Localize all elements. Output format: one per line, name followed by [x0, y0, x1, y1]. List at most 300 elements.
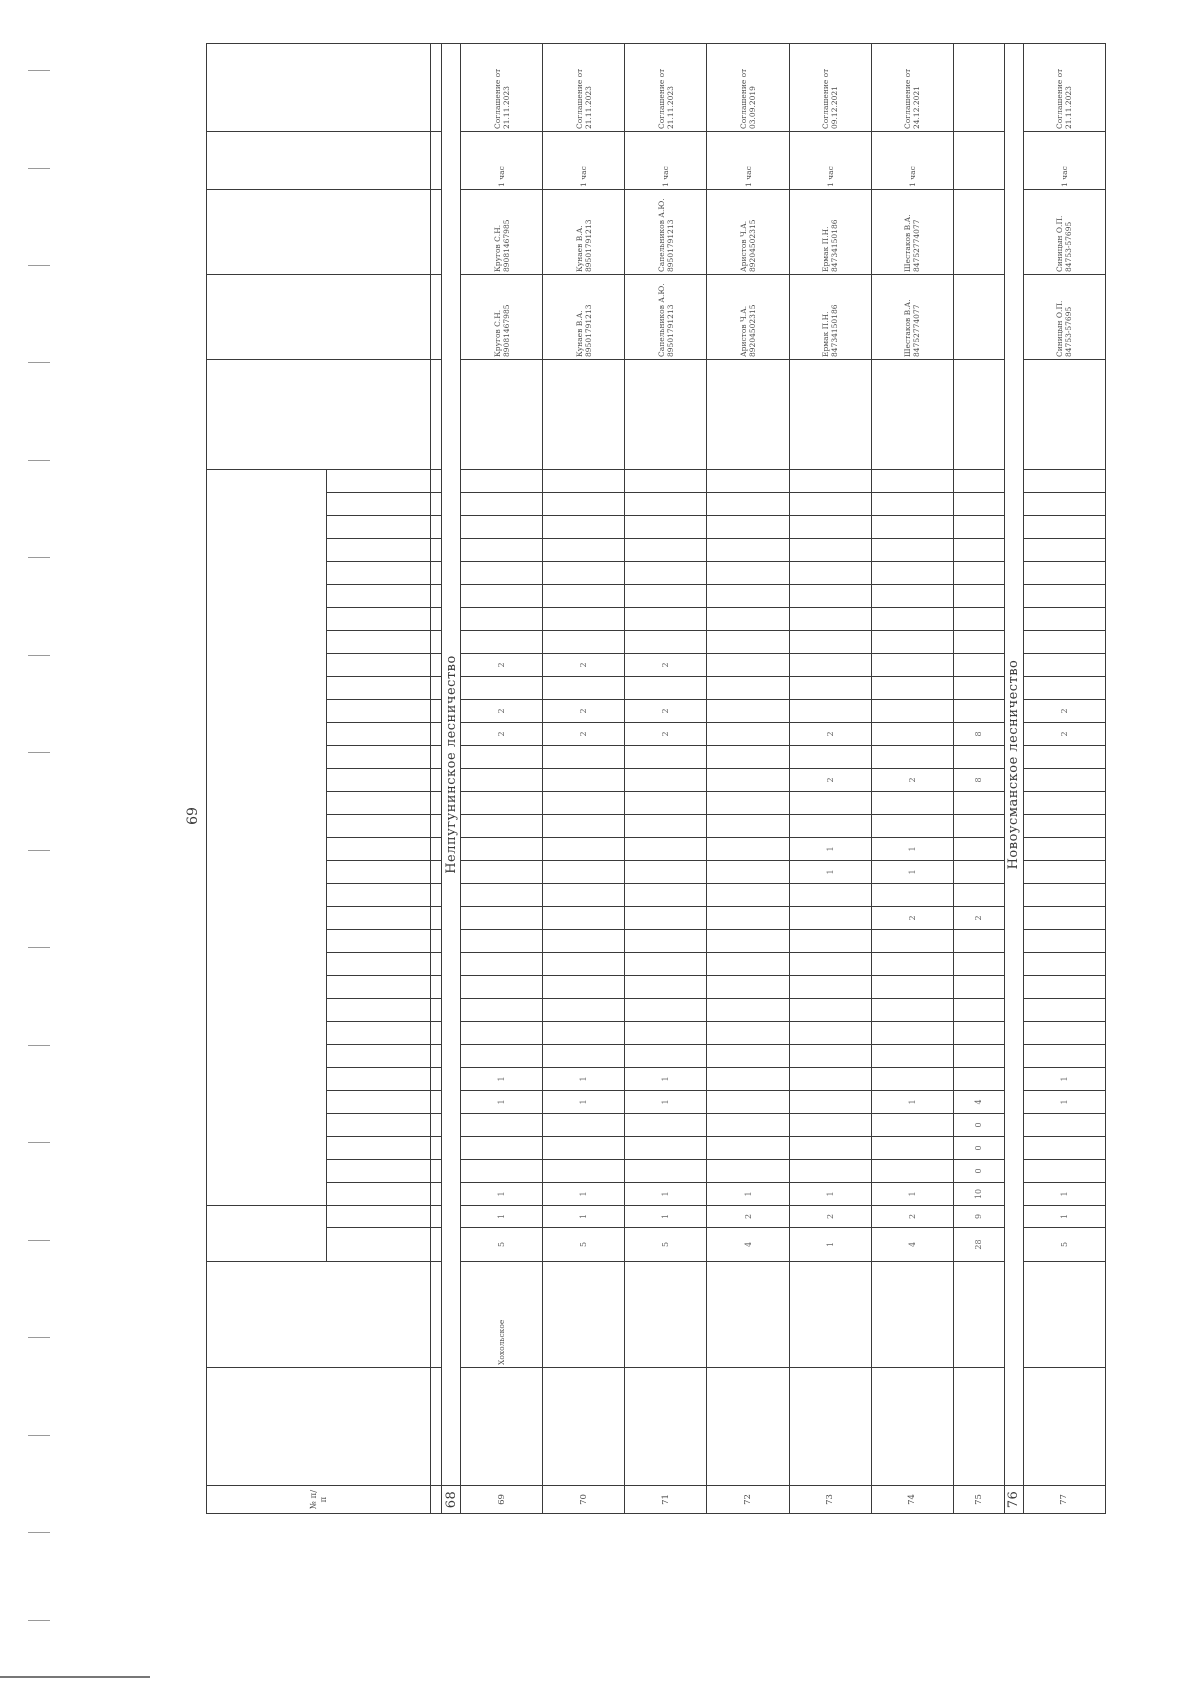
- equipment-value-cell: [543, 1160, 625, 1183]
- equipment-value-cell: 0: [953, 1114, 1004, 1137]
- equipment-value-cell: [953, 884, 1004, 907]
- page-number: 69: [184, 807, 201, 825]
- equipment-value-cell: [707, 493, 789, 516]
- basis-cell: Соглашение от 21.11.2023: [1023, 44, 1105, 132]
- index-cell: [431, 1091, 442, 1114]
- qty-units-cell: 1: [461, 1206, 543, 1228]
- location-cell: [789, 360, 871, 470]
- equipment-value-cell: [625, 1022, 707, 1045]
- equipment-value-cell: [625, 1114, 707, 1137]
- equipment-value-cell: 1: [707, 1183, 789, 1206]
- equipment-value-cell: [707, 608, 789, 631]
- equipment-value-cell: [871, 493, 953, 516]
- equipment-value-cell: [953, 677, 1004, 700]
- equipment-value-cell: [1023, 562, 1105, 585]
- row-number: 72: [707, 1486, 789, 1514]
- equipment-value-cell: [789, 1091, 871, 1114]
- equipment-column-header: [327, 470, 431, 493]
- equipment-value-cell: [461, 1045, 543, 1068]
- equipment-value-cell: [953, 516, 1004, 539]
- qty-people-cell: 28: [953, 1228, 1004, 1262]
- responsible-contact-cell: Аристов Ч.А. 89204502315: [707, 190, 789, 275]
- equipment-value-cell: [625, 677, 707, 700]
- equipment-value-cell: [461, 1114, 543, 1137]
- index-cell: [431, 1160, 442, 1183]
- equipment-value-cell: [461, 838, 543, 861]
- equipment-value-cell: 1: [871, 838, 953, 861]
- equipment-column-header: [327, 769, 431, 792]
- equipment-value-cell: [789, 884, 871, 907]
- equipment-column-header: [327, 815, 431, 838]
- zone-cell: [953, 1262, 1004, 1368]
- equipment-column-header: [327, 953, 431, 976]
- equipment-value-cell: [461, 562, 543, 585]
- equipment-value-cell: 1: [1023, 1183, 1105, 1206]
- qty-people-cell: 5: [625, 1228, 707, 1262]
- qty-people-cell: 4: [871, 1228, 953, 1262]
- equipment-value-cell: [461, 585, 543, 608]
- equipment-value-cell: [789, 976, 871, 999]
- margin-mark: [28, 947, 50, 948]
- head-contact-cell: Кругов С.Н. 89081467985: [461, 275, 543, 360]
- rotated-table-container: [206, 44, 1106, 1514]
- equipment-value-cell: [953, 493, 1004, 516]
- header-place: [207, 360, 431, 470]
- equipment-value-cell: [1023, 1045, 1105, 1068]
- row-number: 71: [625, 1486, 707, 1514]
- equipment-value-cell: [953, 999, 1004, 1022]
- index-cell: [431, 631, 442, 654]
- index-cell: [431, 1262, 442, 1368]
- equipment-value-cell: [625, 516, 707, 539]
- responsible-contact-cell: Кругов С.Н. 89081467985: [461, 190, 543, 275]
- equipment-value-cell: [543, 884, 625, 907]
- row-number: 69: [461, 1486, 543, 1514]
- equipment-value-cell: [789, 792, 871, 815]
- equipment-value-cell: [625, 769, 707, 792]
- index-cell: [431, 44, 442, 132]
- equipment-value-cell: [543, 861, 625, 884]
- equipment-value-cell: [1023, 861, 1105, 884]
- term-cell: 1 час: [461, 132, 543, 190]
- row-number: 75: [953, 1486, 1004, 1514]
- equipment-value-cell: 2: [789, 769, 871, 792]
- equipment-value-cell: [625, 792, 707, 815]
- index-cell: [431, 516, 442, 539]
- location-cell: [543, 360, 625, 470]
- equipment-value-cell: [707, 746, 789, 769]
- equipment-value-cell: [789, 930, 871, 953]
- equipment-value-cell: [625, 562, 707, 585]
- index-cell: [431, 723, 442, 746]
- equipment-value-cell: [707, 654, 789, 677]
- margin-mark: [28, 1620, 50, 1621]
- equipment-value-cell: [1023, 1114, 1105, 1137]
- equipment-value-cell: [625, 838, 707, 861]
- equipment-value-cell: [461, 884, 543, 907]
- equipment-column-header: [327, 516, 431, 539]
- equipment-value-cell: [461, 539, 543, 562]
- equipment-value-cell: 1: [543, 1091, 625, 1114]
- equipment-value-cell: [1023, 539, 1105, 562]
- equipment-value-cell: [871, 470, 953, 493]
- qty-units-cell: 2: [789, 1206, 871, 1228]
- term-cell: 1 час: [625, 132, 707, 190]
- equipment-column-header: [327, 930, 431, 953]
- equipment-value-cell: 1: [543, 1068, 625, 1091]
- equipment-value-cell: [1023, 470, 1105, 493]
- equipment-value-cell: [1023, 1022, 1105, 1045]
- index-cell: [431, 700, 442, 723]
- zone-cell: [1023, 1262, 1105, 1368]
- equipment-value-cell: [871, 700, 953, 723]
- index-cell: [431, 1486, 442, 1514]
- equipment-value-cell: 0: [953, 1137, 1004, 1160]
- index-cell: [431, 539, 442, 562]
- equipment-value-cell: [461, 999, 543, 1022]
- organization-cell: [625, 1368, 707, 1486]
- equipment-value-cell: [543, 493, 625, 516]
- margin-mark: [28, 1337, 50, 1338]
- equipment-value-cell: [625, 907, 707, 930]
- header-basis: [207, 44, 431, 132]
- equipment-value-cell: 1: [789, 838, 871, 861]
- equipment-value-cell: [461, 907, 543, 930]
- index-cell: [431, 792, 442, 815]
- equipment-value-cell: [543, 677, 625, 700]
- equipment-column-header: [327, 700, 431, 723]
- zone-cell: [543, 1262, 625, 1368]
- equipment-value-cell: [953, 1068, 1004, 1091]
- equipment-value-cell: [543, 539, 625, 562]
- basis-cell: Соглашение от 21.11.2023: [543, 44, 625, 132]
- equipment-value-cell: [789, 631, 871, 654]
- equipment-value-cell: 2: [1023, 700, 1105, 723]
- equipment-value-cell: [707, 470, 789, 493]
- equipment-value-cell: [871, 1068, 953, 1091]
- equipment-value-cell: [953, 539, 1004, 562]
- location-cell: [625, 360, 707, 470]
- header-term: [207, 132, 431, 190]
- zone-cell: [871, 1262, 953, 1368]
- margin-mark: [28, 557, 50, 558]
- qty-people-cell: 5: [543, 1228, 625, 1262]
- equipment-value-cell: [789, 700, 871, 723]
- equipment-value-cell: [871, 1160, 953, 1183]
- organization-cell: [707, 1368, 789, 1486]
- equipment-value-cell: [871, 1114, 953, 1137]
- equipment-value-cell: [871, 608, 953, 631]
- equipment-value-cell: [1023, 677, 1105, 700]
- equipment-value-cell: [789, 953, 871, 976]
- equipment-value-cell: 2: [625, 723, 707, 746]
- header-zone: [207, 1262, 431, 1368]
- equipment-value-cell: [789, 1068, 871, 1091]
- organization-cell: [789, 1368, 871, 1486]
- equipment-value-cell: [707, 815, 789, 838]
- equipment-value-cell: [707, 1091, 789, 1114]
- equipment-value-cell: [871, 562, 953, 585]
- equipment-value-cell: [953, 608, 1004, 631]
- header-head: [207, 275, 431, 360]
- equipment-value-cell: [789, 1160, 871, 1183]
- equipment-value-cell: [871, 976, 953, 999]
- equipment-column-header: [327, 1022, 431, 1045]
- basis-cell: Соглашение от 24.12.2021: [871, 44, 953, 132]
- equipment-value-cell: [1023, 769, 1105, 792]
- equipment-value-cell: [461, 930, 543, 953]
- margin-mark: [28, 460, 50, 461]
- equipment-value-cell: [707, 539, 789, 562]
- equipment-value-cell: 1: [461, 1183, 543, 1206]
- equipment-value-cell: [1023, 608, 1105, 631]
- row-number: 73: [789, 1486, 871, 1514]
- organization-cell: [1023, 1368, 1105, 1486]
- equipment-value-cell: [1023, 516, 1105, 539]
- equipment-value-cell: 1: [461, 1068, 543, 1091]
- equipment-column-header: [327, 723, 431, 746]
- equipment-value-cell: [953, 631, 1004, 654]
- equipment-value-cell: [953, 1045, 1004, 1068]
- equipment-value-cell: [543, 999, 625, 1022]
- index-cell: [431, 608, 442, 631]
- equipment-value-cell: [789, 470, 871, 493]
- index-cell: [431, 132, 442, 190]
- equipment-value-cell: [543, 562, 625, 585]
- equipment-value-cell: [1023, 907, 1105, 930]
- equipment-value-cell: [543, 1045, 625, 1068]
- location-cell: [461, 360, 543, 470]
- equipment-value-cell: [1023, 792, 1105, 815]
- organization-cell: [953, 1368, 1004, 1486]
- equipment-value-cell: [625, 493, 707, 516]
- equipment-value-cell: [789, 815, 871, 838]
- header-resp: [207, 190, 431, 275]
- equipment-value-cell: [543, 470, 625, 493]
- equipment-value-cell: [871, 999, 953, 1022]
- equipment-value-cell: [871, 884, 953, 907]
- equipment-value-cell: [871, 539, 953, 562]
- head-contact-cell: Сапельников А.Ю. 89501791213: [625, 275, 707, 360]
- margin-mark: [28, 1142, 50, 1143]
- equipment-value-cell: 2: [1023, 723, 1105, 746]
- qty-people-cell: 5: [461, 1228, 543, 1262]
- equipment-value-cell: [789, 907, 871, 930]
- equipment-value-cell: [789, 654, 871, 677]
- equipment-value-cell: [543, 608, 625, 631]
- equipment-value-cell: 1: [543, 1183, 625, 1206]
- index-cell: [431, 907, 442, 930]
- equipment-column-header: [327, 493, 431, 516]
- equipment-value-cell: [625, 539, 707, 562]
- equipment-value-cell: [953, 953, 1004, 976]
- equipment-value-cell: [707, 861, 789, 884]
- equipment-value-cell: [625, 815, 707, 838]
- equipment-value-cell: [953, 792, 1004, 815]
- equipment-value-cell: [789, 1114, 871, 1137]
- data-table: [206, 43, 1106, 1514]
- margin-mark: [28, 70, 50, 71]
- equipment-value-cell: [707, 930, 789, 953]
- equipment-value-cell: [789, 1045, 871, 1068]
- equipment-value-cell: [707, 677, 789, 700]
- index-cell: [431, 190, 442, 275]
- index-cell: [431, 562, 442, 585]
- margin-mark: [28, 1532, 50, 1533]
- zone-cell: [707, 1262, 789, 1368]
- equipment-column-header: [327, 562, 431, 585]
- equipment-value-cell: [789, 585, 871, 608]
- equipment-value-cell: 1: [789, 861, 871, 884]
- table-row: [953, 44, 1004, 1514]
- equipment-value-cell: 1: [1023, 1091, 1105, 1114]
- qty-units-cell: 1: [1023, 1206, 1105, 1228]
- zone-cell: [789, 1262, 871, 1368]
- equipment-value-cell: [789, 539, 871, 562]
- equipment-column-header: [327, 1045, 431, 1068]
- equipment-value-cell: [953, 700, 1004, 723]
- margin-mark: [28, 850, 50, 851]
- equipment-value-cell: [625, 746, 707, 769]
- index-cell: [431, 838, 442, 861]
- margin-mark: [28, 752, 50, 753]
- equipment-value-cell: [543, 1022, 625, 1045]
- equipment-value-cell: 8: [953, 723, 1004, 746]
- equipment-value-cell: [461, 631, 543, 654]
- head-contact-cell: Синицын О.П. 84753-57695: [1023, 275, 1105, 360]
- location-cell: [953, 360, 1004, 470]
- equipment-value-cell: [871, 677, 953, 700]
- equipment-value-cell: [461, 608, 543, 631]
- equipment-value-cell: [707, 1114, 789, 1137]
- equipment-value-cell: [543, 792, 625, 815]
- qty-people-cell: 1: [789, 1228, 871, 1262]
- equipment-value-cell: [543, 631, 625, 654]
- equipment-value-cell: [707, 585, 789, 608]
- header-qty-people: [327, 1228, 431, 1262]
- equipment-column-header: [327, 1137, 431, 1160]
- equipment-value-cell: [543, 1114, 625, 1137]
- equipment-value-cell: [1023, 884, 1105, 907]
- equipment-value-cell: [1023, 838, 1105, 861]
- equipment-value-cell: [707, 723, 789, 746]
- equipment-value-cell: [461, 746, 543, 769]
- equipment-value-cell: [707, 1137, 789, 1160]
- equipment-column-header: [327, 884, 431, 907]
- equipment-column-header: [327, 999, 431, 1022]
- table-row: [625, 44, 707, 1514]
- equipment-value-cell: [461, 470, 543, 493]
- equipment-value-cell: [871, 585, 953, 608]
- equipment-value-cell: [461, 815, 543, 838]
- responsible-contact-cell: Ермак П.Н. 84734150186: [789, 190, 871, 275]
- equipment-value-cell: [953, 585, 1004, 608]
- index-cell: [431, 677, 442, 700]
- index-row: [431, 44, 442, 1514]
- equipment-value-cell: 2: [871, 769, 953, 792]
- margin-mark: [28, 265, 50, 266]
- equipment-value-cell: [543, 838, 625, 861]
- basis-cell: Соглашение от 21.11.2023: [461, 44, 543, 132]
- equipment-value-cell: [461, 953, 543, 976]
- equipment-value-cell: [707, 907, 789, 930]
- equipment-value-cell: [461, 493, 543, 516]
- zone-cell: [625, 1262, 707, 1368]
- equipment-value-cell: [1023, 815, 1105, 838]
- equipment-value-cell: [707, 1160, 789, 1183]
- equipment-value-cell: [789, 677, 871, 700]
- equipment-value-cell: [707, 953, 789, 976]
- equipment-value-cell: [543, 930, 625, 953]
- equipment-value-cell: [789, 1022, 871, 1045]
- equipment-value-cell: [1023, 585, 1105, 608]
- equipment-value-cell: [543, 907, 625, 930]
- table-row: [1023, 44, 1105, 1514]
- equipment-value-cell: 1: [625, 1091, 707, 1114]
- equipment-value-cell: [1023, 930, 1105, 953]
- equipment-value-cell: [953, 976, 1004, 999]
- row-number: 77: [1023, 1486, 1105, 1514]
- index-cell: [431, 930, 442, 953]
- equipment-value-cell: [543, 746, 625, 769]
- section-title: Новоусманское лесничество: [1004, 44, 1023, 1486]
- equipment-value-cell: [789, 493, 871, 516]
- equipment-value-cell: [871, 516, 953, 539]
- margin-mark: [28, 1435, 50, 1436]
- equipment-column-header: [327, 1114, 431, 1137]
- index-cell: [431, 585, 442, 608]
- organization-cell: [543, 1368, 625, 1486]
- equipment-value-cell: [953, 654, 1004, 677]
- head-contact-cell: Аристов Ч.А. 89204502315: [707, 275, 789, 360]
- section-number: 68: [442, 1486, 461, 1514]
- equipment-value-cell: 10: [953, 1183, 1004, 1206]
- index-cell: [431, 1022, 442, 1045]
- header-org: [207, 1368, 431, 1486]
- equipment-value-cell: [1023, 1160, 1105, 1183]
- basis-cell: Соглашение от 09.12.2021: [789, 44, 871, 132]
- equipment-value-cell: [953, 930, 1004, 953]
- header-no: № п/п: [207, 1486, 431, 1514]
- equipment-column-header: [327, 631, 431, 654]
- head-contact-cell: Шестаков В.А. 84752774077: [871, 275, 953, 360]
- equipment-value-cell: [1023, 1137, 1105, 1160]
- equipment-value-cell: [625, 1160, 707, 1183]
- equipment-value-cell: [789, 999, 871, 1022]
- equipment-value-cell: [461, 1137, 543, 1160]
- equipment-value-cell: [461, 861, 543, 884]
- qty-units-cell: 2: [707, 1206, 789, 1228]
- equipment-value-cell: [953, 1022, 1004, 1045]
- equipment-column-header: [327, 1091, 431, 1114]
- equipment-value-cell: [461, 1160, 543, 1183]
- equipment-value-cell: [625, 608, 707, 631]
- equipment-value-cell: [543, 769, 625, 792]
- equipment-value-cell: [625, 884, 707, 907]
- term-cell: 1 час: [707, 132, 789, 190]
- equipment-value-cell: 1: [461, 1091, 543, 1114]
- equipment-value-cell: 2: [543, 654, 625, 677]
- equipment-value-cell: [789, 1137, 871, 1160]
- index-cell: [431, 1183, 442, 1206]
- equipment-value-cell: [707, 884, 789, 907]
- responsible-contact-cell: Шестаков В.А. 84752774077: [871, 190, 953, 275]
- index-cell: [431, 470, 442, 493]
- qty-units-cell: 1: [543, 1206, 625, 1228]
- equipment-value-cell: [1023, 999, 1105, 1022]
- section-title: Нелпугунинское лесничество: [442, 44, 461, 1486]
- equipment-value-cell: [953, 746, 1004, 769]
